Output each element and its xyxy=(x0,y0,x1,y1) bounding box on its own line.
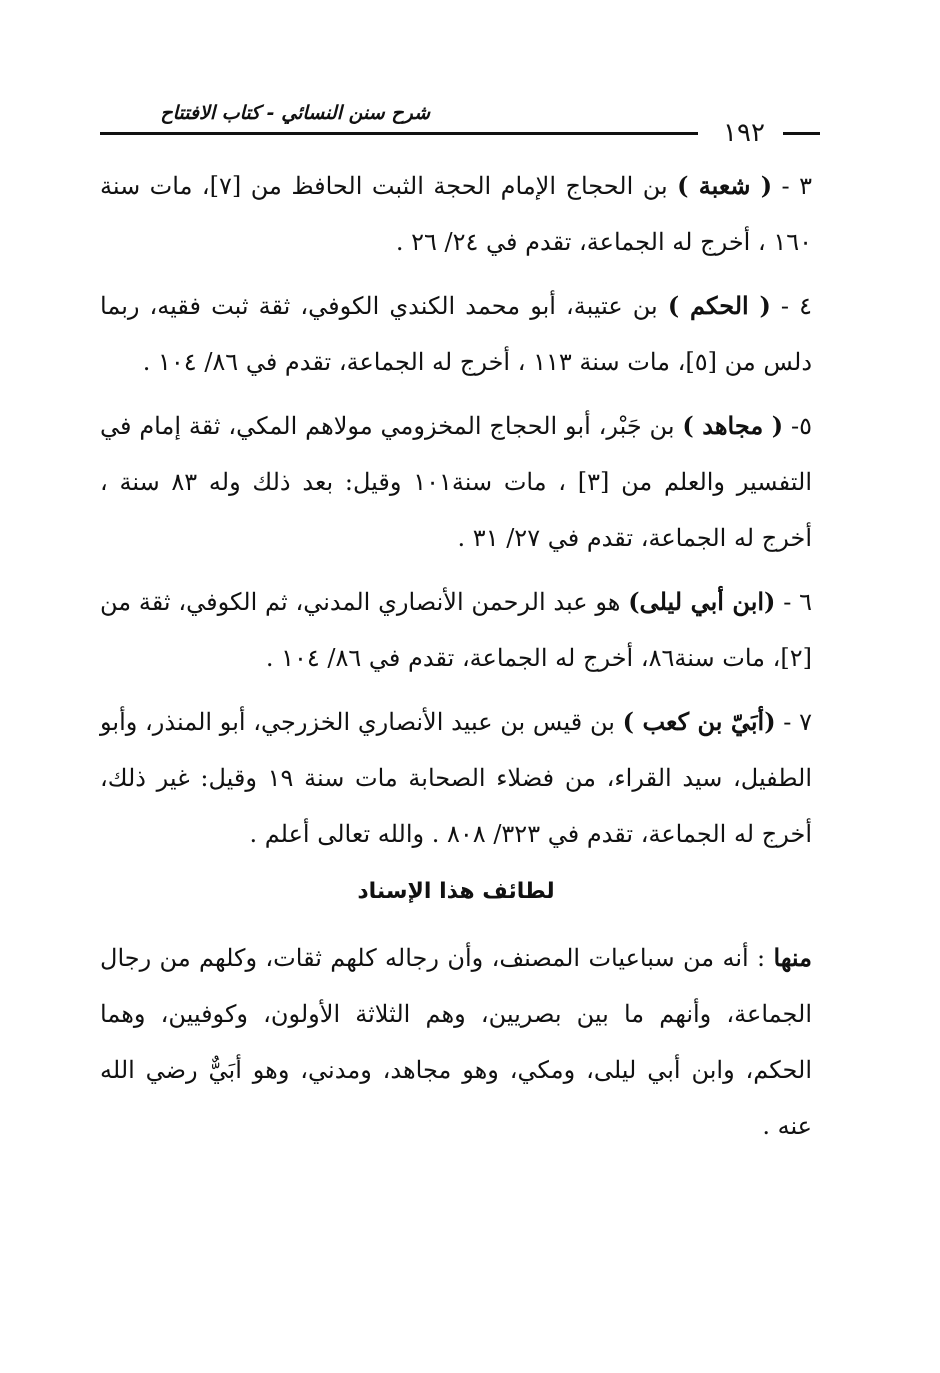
narrator-entry-5 xyxy=(100,398,812,566)
entry-number: ٤ - xyxy=(770,292,813,320)
narrator-entry-4 xyxy=(100,278,812,390)
header-rule xyxy=(100,132,698,135)
page-number-rule xyxy=(783,132,820,135)
narrator-name: ( الحكم ) xyxy=(667,291,771,320)
narrator-name: ( شعبة ) xyxy=(677,171,773,200)
narrator-entry-7 xyxy=(100,694,812,862)
entry-text: بن الحجاج الإمام الحجة الثبت الحافظ من [٧]، مات سنة ١٦٠ ، أخرج له الجماعة، تقدم في ٢٤/ ٢٦ . xyxy=(100,172,812,256)
narrator-name: (أبَيّ بن كعب ) xyxy=(622,707,776,736)
entry-text: هو عبد الرحمن الأنصاري المدني، ثم الكوفي، ثقة من [٢]، مات سنة٨٦، أخرج له الجماعة، تقدم في ٨٦/ ١٠٤ . xyxy=(100,588,812,672)
section-heading: لطائف هذا الإسناد xyxy=(357,879,555,904)
entry-number: ٣ - xyxy=(772,172,812,200)
section-text: : أنه من سباعيات المصنف، وأن رجاله كلهم ثقات، وكلهم من رجال الجماعة، وأنهم ما بين بصريين، وهم الثلاثة الأولون، وكوفيين، وهما الحكم، وابن أبي ليلى، ومكي، وهو مجاهد، ومدني، وهو أبَيٌّ رضي الله عنه . xyxy=(100,944,812,1140)
entry-text: بن عتيبة، أبو محمد الكندي الكوفي، ثقة ثبت فقيه، ربما دلس من [٥]، مات سنة ١١٣ ، أخرج له الجماعة، تقدم في ٨٦/ ١٠٤ . xyxy=(100,292,812,376)
entry-number: ٧ - xyxy=(775,708,813,736)
narrator-name: ( مجاهد ) xyxy=(682,411,784,440)
narrator-name: (ابن أبي ليلى) xyxy=(628,587,776,616)
entry-number: ٥- xyxy=(783,412,812,440)
entry-number: ٦ - xyxy=(775,588,812,616)
page-header xyxy=(100,90,820,150)
page-number: ١٩٢ xyxy=(723,118,765,148)
section-lead: منها xyxy=(773,943,812,972)
running-title: شرح سنن النسائي - كتاب الافتتاح xyxy=(160,102,430,124)
entry-text: بن جَبْر، أبو الحجاج المخزومي مولاهم المكي، ثقة إمام في التفسير والعلم من [٣] ، مات سنة١٠١ وقيل: بعد ذلك وله ٨٣ سنة ، أخرج له الجماعة، تقدم في ٢٧/ ٣١ . xyxy=(100,412,812,552)
narrator-entry-3 xyxy=(100,158,812,270)
page-body xyxy=(100,158,812,1162)
entry-text: بن قيس بن عبيد الأنصاري الخزرجي، أبو المنذر، وأبو الطفيل، سيد القراء، من فضلاء الصحابة مات سنة ١٩ وقيل: غير ذلك، أخرج له الجماعة، تقدم في ٣٢٣/ ٨٠٨ . والله تعالى أعلم . xyxy=(100,708,812,848)
section-paragraph xyxy=(100,930,812,1154)
narrator-entry-6 xyxy=(100,574,812,686)
